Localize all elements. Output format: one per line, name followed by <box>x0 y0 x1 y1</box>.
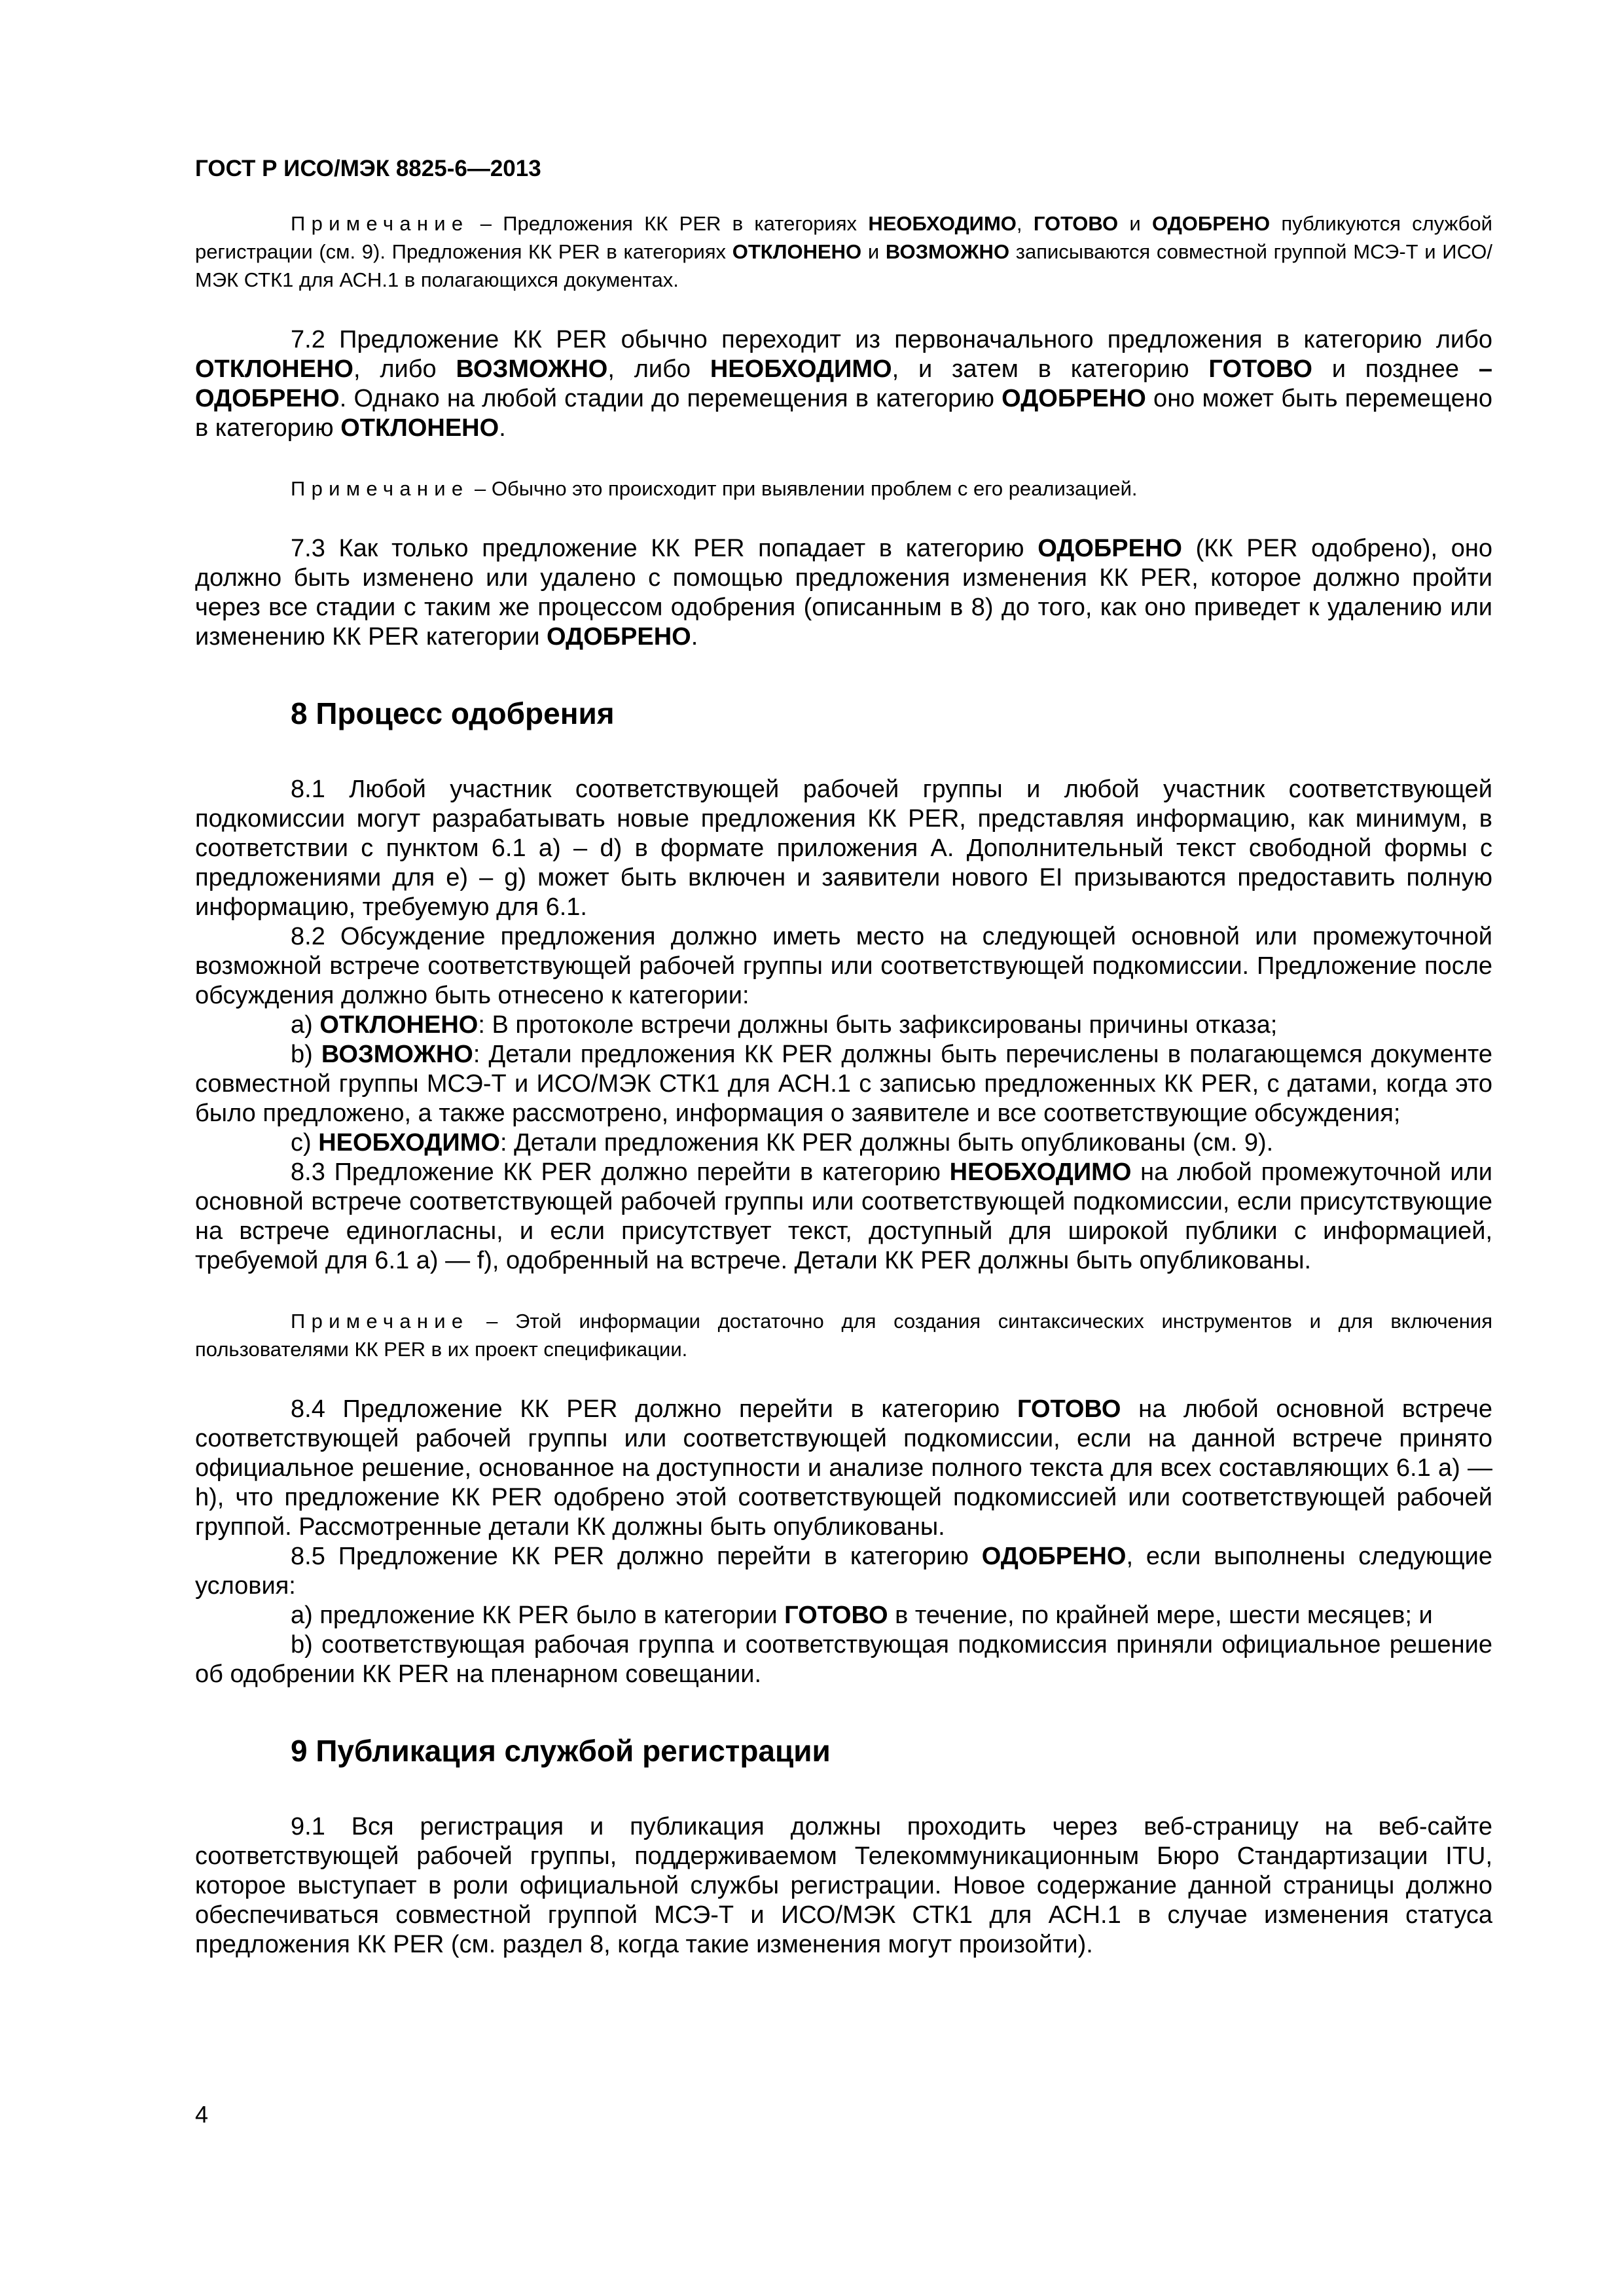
text: 8.3 Предложение КК PER должно перейти в категорию <box>291 1158 950 1186</box>
paragraph-7-3 <box>195 534 1492 652</box>
text: : Детали предложения КК PER должны быть перечислены в полагающемся документе совместной группы МСЭ-Т и ИСО/МЭК СТК1 для АСН.1 с записью предложенных КК PER, с датами, когда это было предложено, а также рассмотрено, информация о заявителе и все соответствующие обсуждения; <box>195 1041 1492 1127</box>
text: а) предложение КК PER было в категории <box>291 1602 785 1629</box>
term: ГОТОВО <box>1033 212 1119 235</box>
note-3 <box>195 1307 1492 1363</box>
term: НЕОБХОДИМО <box>318 1129 500 1157</box>
text: : В протоколе встречи должны быть зафиксированы причины отказа; <box>478 1011 1278 1039</box>
text: оно может быть перемещено в категорию <box>195 385 1493 442</box>
paragraph-8-2-b <box>195 1040 1492 1128</box>
term: НЕОБХОДИМО <box>710 355 892 383</box>
text: и <box>1118 212 1153 235</box>
text: , если выполнены следующие условия: <box>195 1543 1492 1600</box>
paragraph-9-1: 9.1 Вся регистрация и публикация должны проходить через веб-страницу на веб-сайте соответствующей рабочей группы, поддерживаемом Телекоммуникационным Бюро Стандартизации ITU, которое выступает в роли официальной службы регистрации. Новое содержание данной страницы должно обеспечиваться совместной группой МСЭ-Т и ИСО/МЭК СТК1 для АСН.1 в случае изменения статуса предложения КК PER (см. раздел 8, когда такие изменения могут произойти). <box>195 1813 1492 1958</box>
note-label: Примечание <box>291 1310 469 1333</box>
term: НЕОБХОДИМО <box>868 212 1017 235</box>
term: НЕОБХОДИМО <box>949 1158 1132 1186</box>
term: ГОТОВО <box>1208 355 1312 383</box>
text: и позднее <box>1312 355 1479 383</box>
text: в течение, по крайней мере, шести месяцев; и <box>888 1602 1433 1629</box>
text: : Детали предложения КК PER должны быть опубликованы (см. 9). <box>499 1129 1274 1157</box>
paragraph-8-5-a <box>195 1601 1492 1630</box>
term: ВОЗМОЖНО <box>456 355 608 383</box>
text: записываются совместной группой МСЭ-Т и ИСО/МЭК СТК1 для АСН.1 в полагающихся документах. <box>195 240 1493 291</box>
text: , и затем в категорию <box>892 355 1209 383</box>
term: ВОЗМОЖНО <box>885 240 1010 263</box>
text: . <box>499 414 506 442</box>
page-number: 4 <box>195 2101 209 2128</box>
paragraph-8-3 <box>195 1158 1492 1276</box>
term: ОТКЛОНЕНО <box>340 414 499 442</box>
term: ОДОБРЕНО <box>981 1543 1127 1570</box>
text: 7.2 Предложение КК PER обычно переходит из первоначального предложения в категорию либо <box>291 326 1492 353</box>
term: ОТКЛОНЕНО <box>319 1011 478 1039</box>
term: ОТКЛОНЕНО <box>195 355 353 383</box>
term: – ОДОБРЕНО <box>195 355 1492 412</box>
term: ОТКЛОНЕНО <box>732 240 862 263</box>
paragraph-8-5 <box>195 1542 1492 1601</box>
text: публикуются службой регистрации (см. 9). Предложения КК PER в категориях <box>195 212 1492 263</box>
paragraph-7-2 <box>195 325 1492 443</box>
text: и <box>861 240 886 263</box>
term: ОДОБРЕНО <box>547 623 691 651</box>
term: ОДОБРЕНО <box>1152 212 1271 235</box>
text: 8.4 Предложение КК PER должно перейти в категорию <box>291 1395 1017 1423</box>
paragraph-8-4 <box>195 1395 1492 1542</box>
note-2 <box>195 475 1492 503</box>
text: 7.3 Как только предложение КК PER попадает в категорию <box>291 535 1038 562</box>
text: , <box>1016 212 1034 235</box>
text: (КК PER одобрено), оно должно быть изменено или удалено с помощью предложения изменения КК PER, которое должно пройти через все стадии с таким же процессом одобрения (описанным в 8) до того, как оно приведет к удалению или изменению КК PER категории <box>195 535 1492 651</box>
text: на любой основной встрече соответствующей рабочей группы или соответствующей подкомиссии, если на данной встрече принято официальное решение, основанное на доступности и анализе полного текста для всех составляющих 6.1 а) — h), что предложение КК PER одобрено этой соответствующей подкомиссией или соответствующей рабочей группой. Рассмотренные детали КК должны быть опубликованы. <box>195 1395 1492 1541</box>
text: , либо <box>607 355 710 383</box>
term: ОДОБРЕНО <box>1038 535 1182 562</box>
section-9-heading: 9 Публикация службой регистрации <box>291 1734 831 1768</box>
paragraph-8-2-c <box>195 1128 1492 1158</box>
note-label: Примечание <box>291 477 469 500</box>
text: a) <box>291 1011 320 1039</box>
term: ОДОБРЕНО <box>1001 385 1146 412</box>
section-8-heading: 8 Процесс одобрения <box>291 696 615 730</box>
paragraph-8-2: 8.2 Обсуждение предложения должно иметь место на следующей основной или промежуточной возможной встрече соответствующей рабочей группы или соответствующей подкомиссии. Предложение после обсуждения должно быть отнесено к категории: <box>195 923 1492 1009</box>
text: , либо <box>353 355 456 383</box>
paragraph-8-5-b: b) соответствующая рабочая группа и соответствующая подкомиссия приняли официальное решение об одобрении КК PER на пленарном совещании. <box>195 1631 1492 1688</box>
text: . Однако на любой стадии до перемещения в категорию <box>339 385 1002 412</box>
text: b) <box>291 1041 321 1068</box>
text: – Этой информации достаточно для создания синтаксических инструментов и для включения пользователями КК PER в их проект спецификации. <box>195 1310 1492 1361</box>
paragraph-8-1: 8.1 Любой участник соответствующей рабочей группы и любой участник соответствующей подкомиссии могут разрабатывать новые предложения КК PER, представляя информацию, как минимум, в соответствии с пунктом 6.1 а) – d) в формате приложения А. Дополнительный текст свободной формы с предложениями для е) – g) может быть включен и заявители нового EI призываются предоставить полную информацию, требуемую для 6.1. <box>195 776 1492 921</box>
term: ВОЗМОЖНО <box>321 1041 473 1068</box>
text: . <box>691 623 698 651</box>
document-header: ГОСТ Р ИСО/МЭК 8825-6—2013 <box>195 156 541 181</box>
text: – Обычно это происходит при выявлении проблем с его реализацией. <box>469 477 1138 500</box>
text: c) <box>291 1129 319 1157</box>
text: 8.5 Предложение КК PER должно перейти в категорию <box>291 1543 982 1570</box>
note-label: Примечание <box>291 212 469 235</box>
term: ГОТОВО <box>784 1602 888 1629</box>
paragraph-8-2-a <box>195 1011 1492 1040</box>
note-1 <box>195 209 1492 294</box>
term: ГОТОВО <box>1017 1395 1121 1423</box>
text: – Предложения КК PER в категориях <box>469 212 869 235</box>
text: на любой промежуточной или основной встрече соответствующей рабочей группы или соответствующей подкомиссии, если присутствующие на встрече единогласны, и если присутствует текст, доступный для широкой публики с информацией, требуемой для 6.1 а) — f), одобренный на встрече. Детали КК PER должны быть опубликованы. <box>195 1158 1492 1274</box>
page-content <box>195 209 1492 1960</box>
